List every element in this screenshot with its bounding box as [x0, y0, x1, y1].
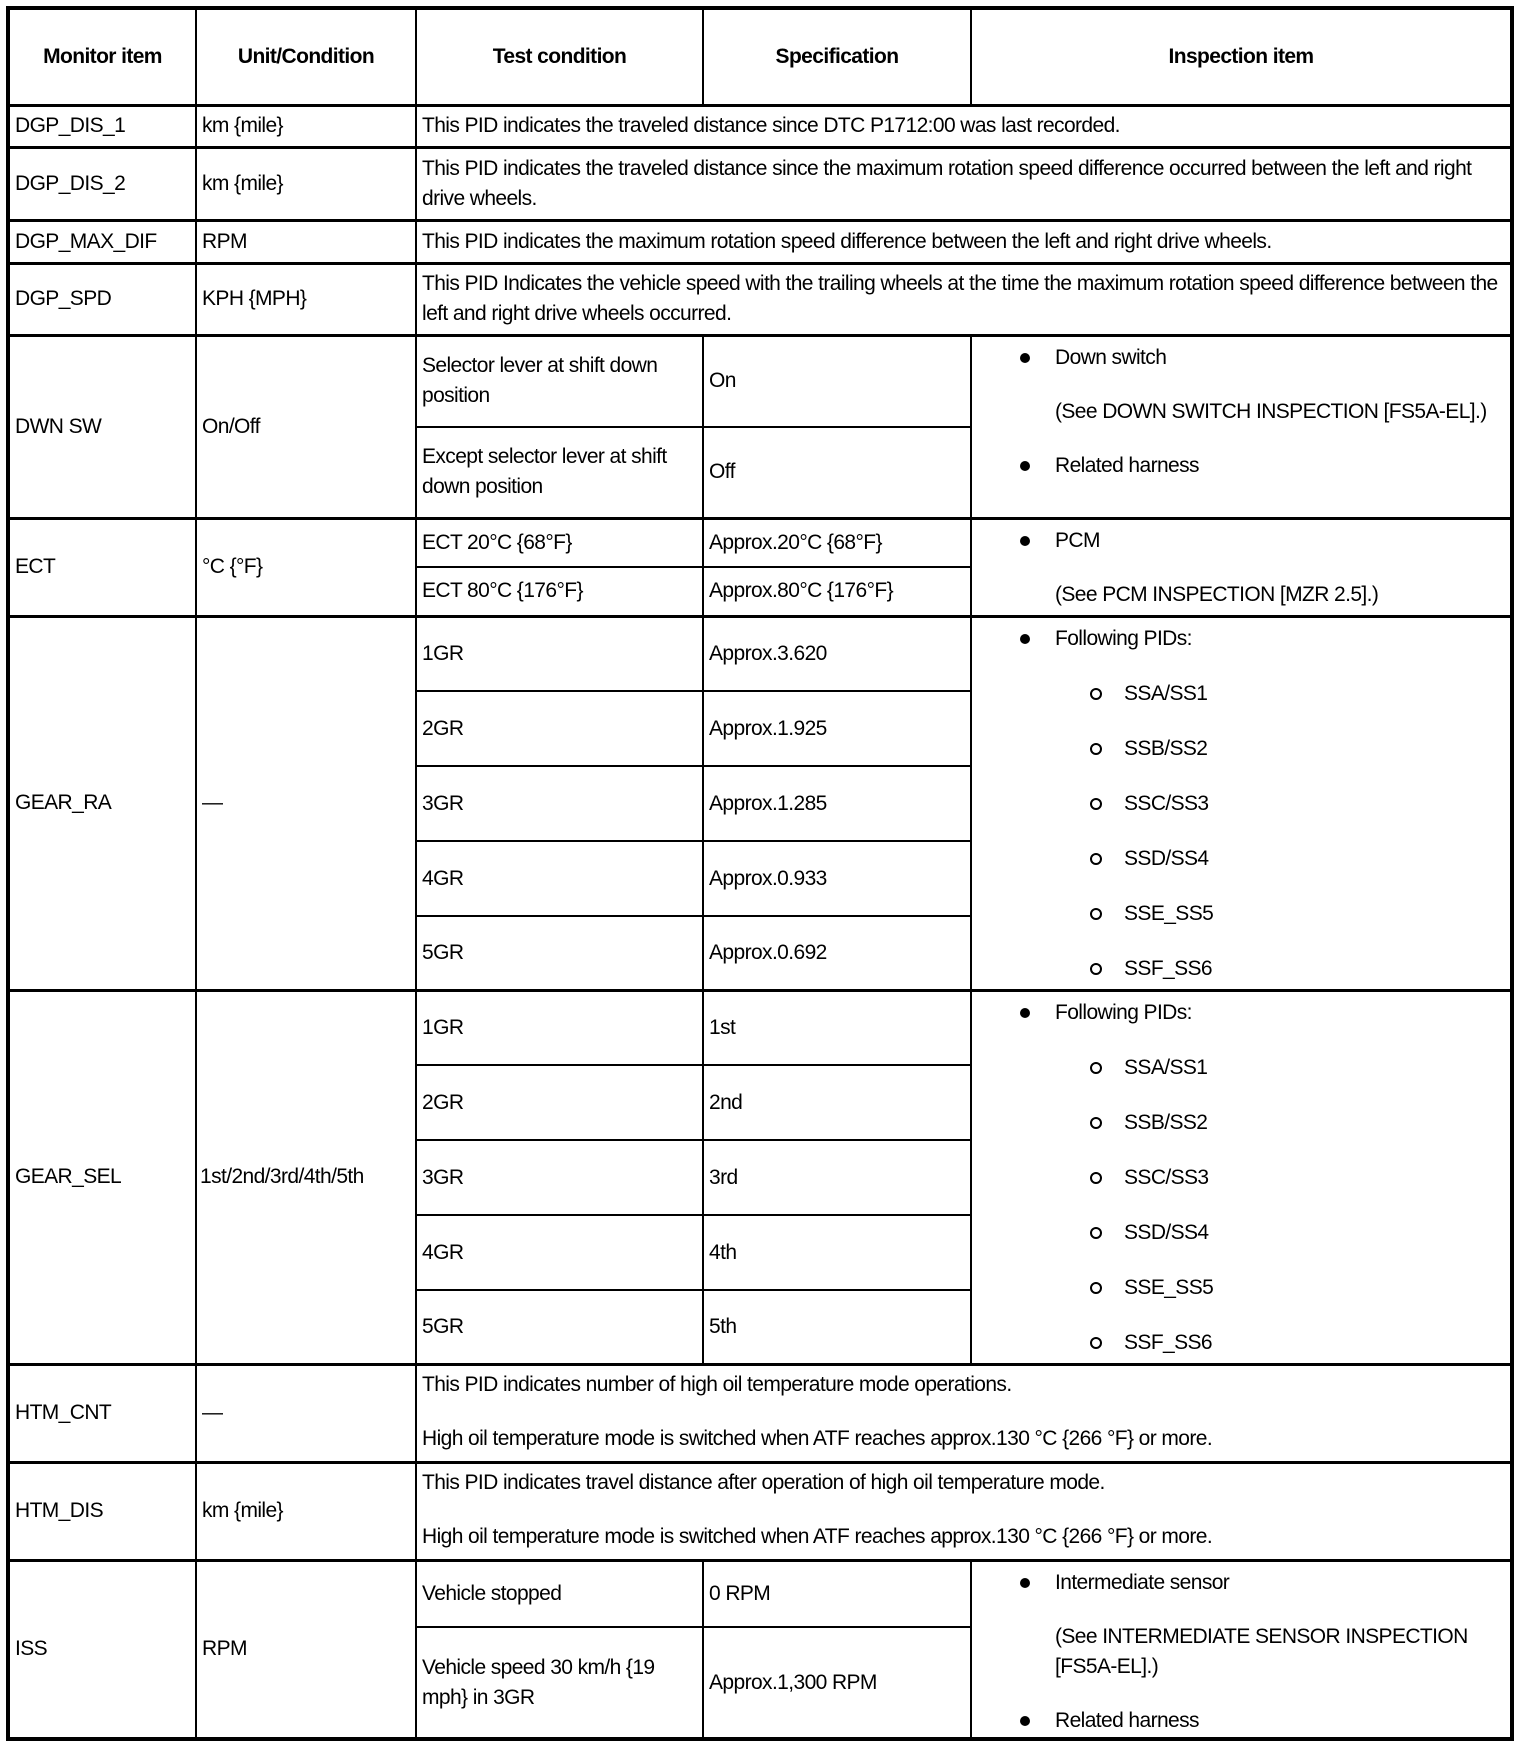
bullet-icon: [1020, 461, 1030, 471]
circle-bullet-icon: [1090, 963, 1102, 975]
reference-link[interactable]: (See DOWN SWITCH INSPECTION [FS5A-EL].): [1055, 399, 1487, 423]
description-line: High oil temperature mode is switched when ATF reaches approx.130 °C {266 °F} or more.: [422, 1524, 1213, 1548]
pid-name: SSB/SS2: [1124, 1110, 1208, 1134]
test-condition: ECT 20°C {68°F}: [416, 518, 703, 567]
test-condition: 3GR: [416, 1140, 703, 1215]
table-row: [8, 220, 1512, 263]
specification: 5th: [703, 1290, 971, 1364]
inspection-item: [971, 1560, 1512, 1739]
test-condition: Selector lever at shift down position: [416, 335, 703, 427]
circle-bullet-icon: [1090, 688, 1102, 700]
circle-bullet-icon: [1090, 1227, 1102, 1239]
inspection-item: [971, 335, 1512, 518]
circle-bullet-icon: [1090, 1062, 1102, 1074]
pid-name: SSB/SS2: [1124, 736, 1208, 760]
monitor-item: DGP_SPD: [8, 263, 196, 335]
bullet-icon: [1020, 536, 1030, 546]
table-row: [8, 1462, 1512, 1560]
test-condition: 5GR: [416, 1290, 703, 1364]
test-condition: Vehicle speed 30 km/h {19 mph} in 3GR: [416, 1627, 703, 1739]
header-unit-condition: Unit/Condition: [196, 8, 416, 105]
description: [416, 1364, 1512, 1462]
specification: 0 RPM: [703, 1560, 971, 1627]
pid-name: SSD/SS4: [1124, 1220, 1209, 1244]
bullet-icon: [1020, 1578, 1030, 1588]
table-row: [8, 147, 1512, 220]
specification: Approx.1,300 RPM: [703, 1627, 971, 1739]
description-line: High oil temperature mode is switched when ATF reaches approx.130 °C {266 °F} or more.: [422, 1426, 1213, 1450]
specification: Approx.80°C {176°F}: [703, 567, 971, 616]
specification: Approx.1.285: [703, 766, 971, 841]
pid-name: SSF_SS6: [1124, 956, 1213, 980]
description: This PID indicates the maximum rotation speed difference between the left and right drive wheels.: [416, 220, 1512, 263]
monitor-item: ECT: [8, 518, 196, 616]
bullet-text: PCM: [1055, 528, 1100, 552]
specification: Approx.1.925: [703, 691, 971, 766]
reference-link[interactable]: (See INTERMEDIATE SENSOR INSPECTION [FS5A-EL].): [1055, 1624, 1468, 1678]
circle-bullet-icon: [1090, 1282, 1102, 1294]
monitor-item: DWN SW: [8, 335, 196, 518]
bullet-text: Related harness: [1055, 1708, 1199, 1732]
specification: 1st: [703, 990, 971, 1065]
circle-bullet-icon: [1090, 1337, 1102, 1349]
pid-name: SSA/SS1: [1124, 1055, 1208, 1079]
specification: Approx.0.692: [703, 916, 971, 990]
bullet-text: Related harness: [1055, 453, 1199, 477]
unit: RPM: [196, 220, 416, 263]
circle-bullet-icon: [1090, 853, 1102, 865]
inspection-item: [971, 990, 1512, 1364]
test-condition: 5GR: [416, 916, 703, 990]
pid-name: SSD/SS4: [1124, 846, 1209, 870]
description: This PID indicates the traveled distance since the maximum rotation speed difference occurred between the left and right drive wheels.: [416, 147, 1512, 220]
specification: 3rd: [703, 1140, 971, 1215]
unit: On/Off: [196, 335, 416, 518]
unit: km {mile}: [196, 147, 416, 220]
bullet-icon: [1020, 634, 1030, 644]
test-condition: Vehicle stopped: [416, 1560, 703, 1627]
pid-name: SSC/SS3: [1124, 791, 1209, 815]
inspection-item: [971, 616, 1512, 990]
specification: Approx.20°C {68°F}: [703, 518, 971, 567]
bullet-text: Intermediate sensor: [1055, 1570, 1230, 1594]
pid-name: SSA/SS1: [1124, 681, 1208, 705]
specification: Approx.0.933: [703, 841, 971, 916]
table-row: [8, 105, 1512, 147]
reference-link[interactable]: (See PCM INSPECTION [MZR 2.5].): [1055, 582, 1379, 606]
test-condition: 2GR: [416, 691, 703, 766]
description: This PID Indicates the vehicle speed with the trailing wheels at the time the maximum rotation speed difference between the left and right drive wheels occurred.: [416, 263, 1512, 335]
specification: 2nd: [703, 1065, 971, 1140]
monitor-item: ISS: [8, 1560, 196, 1739]
unit: RPM: [196, 1560, 416, 1739]
test-condition: ECT 80°C {176°F}: [416, 567, 703, 616]
bullet-text: Following PIDs:: [1055, 1000, 1192, 1024]
description-line: This PID indicates travel distance after operation of high oil temperature mode.: [422, 1470, 1105, 1494]
test-condition: Except selector lever at shift down position: [416, 427, 703, 518]
description: [416, 1462, 1512, 1560]
monitor-item-table: [6, 6, 1514, 1741]
table-row: [8, 263, 1512, 335]
pid-name: SSE_SS5: [1124, 1275, 1214, 1299]
test-condition: 1GR: [416, 990, 703, 1065]
bullet-icon: [1020, 353, 1030, 363]
unit: KPH {MPH}: [196, 263, 416, 335]
pid-name: SSC/SS3: [1124, 1165, 1209, 1189]
circle-bullet-icon: [1090, 798, 1102, 810]
table-row: [8, 1560, 1512, 1627]
monitor-item: GEAR_SEL: [8, 990, 196, 1364]
inspection-item: [971, 518, 1512, 616]
pid-name: SSF_SS6: [1124, 1330, 1213, 1354]
specification: 4th: [703, 1215, 971, 1290]
circle-bullet-icon: [1090, 1172, 1102, 1184]
header-inspection-item: Inspection item: [971, 8, 1512, 105]
table-row: [8, 990, 1512, 1065]
unit: 1st/2nd/3rd/4th/5th: [196, 990, 416, 1364]
unit: km {mile}: [196, 1462, 416, 1560]
test-condition: 2GR: [416, 1065, 703, 1140]
test-condition: 4GR: [416, 841, 703, 916]
specification: On: [703, 335, 971, 427]
description-line: This PID indicates number of high oil temperature mode operations.: [422, 1372, 1012, 1396]
bullet-icon: [1020, 1008, 1030, 1018]
test-condition: 3GR: [416, 766, 703, 841]
unit: °C {°F}: [196, 518, 416, 616]
bullet-text: Down switch: [1055, 345, 1167, 369]
table-row: [8, 518, 1512, 567]
pid-name: SSE_SS5: [1124, 901, 1214, 925]
monitor-item: DGP_DIS_1: [8, 105, 196, 147]
circle-bullet-icon: [1090, 908, 1102, 920]
monitor-item: DGP_DIS_2: [8, 147, 196, 220]
circle-bullet-icon: [1090, 1117, 1102, 1129]
header-monitor-item: Monitor item: [8, 8, 196, 105]
header-test-condition: Test condition: [416, 8, 703, 105]
monitor-item: GEAR_RA: [8, 616, 196, 990]
monitor-item: DGP_MAX_DIF: [8, 220, 196, 263]
table-row: [8, 335, 1512, 427]
description: This PID indicates the traveled distance since DTC P1712:00 was last recorded.: [416, 105, 1512, 147]
header-specification: Specification: [703, 8, 971, 105]
table-row: [8, 1364, 1512, 1462]
bullet-text: Following PIDs:: [1055, 626, 1192, 650]
circle-bullet-icon: [1090, 743, 1102, 755]
specification: Approx.3.620: [703, 616, 971, 691]
monitor-item: HTM_CNT: [8, 1364, 196, 1462]
test-condition: 1GR: [416, 616, 703, 691]
unit: km {mile}: [196, 105, 416, 147]
header-row: [8, 8, 1512, 105]
unit: —: [196, 616, 416, 990]
unit: —: [196, 1364, 416, 1462]
table-row: [8, 616, 1512, 691]
monitor-item: HTM_DIS: [8, 1462, 196, 1560]
specification: Off: [703, 427, 971, 518]
bullet-icon: [1020, 1716, 1030, 1726]
test-condition: 4GR: [416, 1215, 703, 1290]
